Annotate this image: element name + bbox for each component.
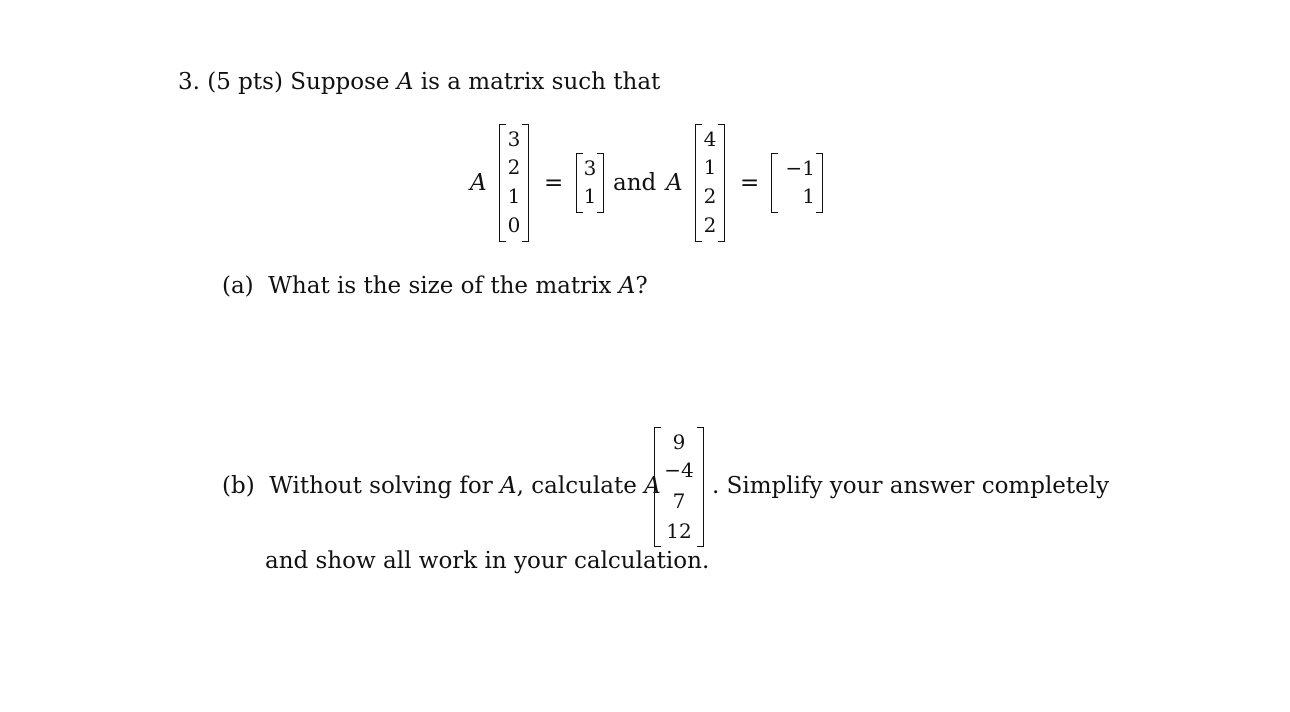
vector-entry: 1 [802, 184, 815, 208]
vector-entry: −1 [785, 156, 815, 180]
part-b-text-a: Without solving for [269, 473, 493, 499]
eq2-lhs-var: A [666, 170, 683, 196]
eq-and: and [613, 170, 657, 196]
vector-entry: 1 [703, 155, 717, 179]
problem-intro-b: is a matrix such that [420, 69, 661, 95]
vector-entry: 2 [703, 213, 717, 237]
vector-r2 [771, 153, 823, 213]
vector-entry: 2 [507, 155, 521, 179]
vector-entry: 7 [672, 489, 686, 513]
vector-entry: 0 [507, 213, 521, 237]
vector-entry: 1 [507, 184, 521, 208]
vector-entry: 3 [583, 156, 597, 180]
matrix-variable-A: A [396, 69, 414, 95]
problem-points: (5 pts) [207, 69, 283, 95]
part-b-text-b: , calculate [516, 473, 637, 499]
part-a [222, 272, 648, 300]
vector-entry: 4 [703, 127, 717, 151]
vector-entry: 3 [507, 127, 521, 151]
vector-entry: 9 [672, 430, 686, 454]
vector-entry: 12 [666, 519, 692, 543]
vector-entry: −4 [664, 458, 694, 482]
part-b-text-c: . Simplify your answer completely [712, 473, 1110, 499]
part-b-line-1 [222, 472, 661, 500]
part-a-text: What is the size of the matrix [268, 273, 612, 299]
eq2-equals: = [740, 170, 760, 196]
part-a-label: (a) [222, 273, 254, 299]
problem-intro-a: Suppose [290, 69, 390, 95]
part-a-var: A [618, 273, 636, 299]
vector-entry: 2 [703, 184, 717, 208]
vector-r1 [576, 153, 604, 213]
part-b-label: (b) [222, 473, 255, 499]
eq1-lhs-var: A [470, 170, 487, 196]
eq1-equals: = [544, 170, 564, 196]
vector-entry: 1 [583, 184, 597, 208]
problem-number: 3. [178, 69, 200, 95]
problem-header [178, 68, 660, 96]
part-b-var2: A [644, 473, 661, 499]
part-b-text-d: and show all work in your calculation. [265, 548, 710, 574]
vector-v1 [499, 124, 529, 242]
part-a-end: ? [635, 273, 648, 299]
vector-v2 [695, 124, 725, 242]
vector-b [654, 427, 704, 547]
part-b-var1: A [500, 473, 517, 499]
